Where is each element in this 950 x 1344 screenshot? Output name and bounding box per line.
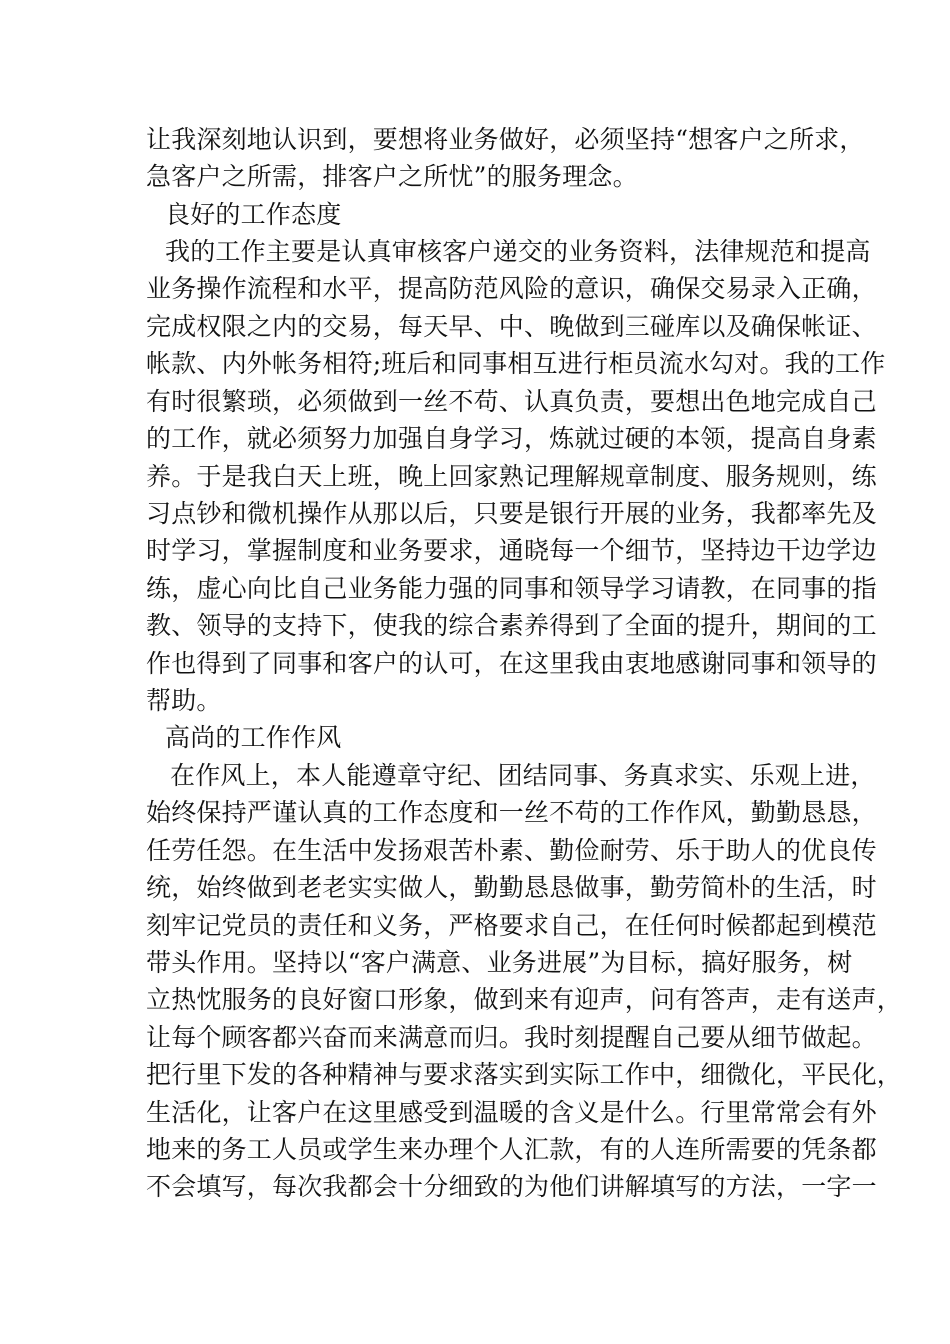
- paragraph-line: 帮助。: [146, 686, 222, 715]
- paragraph-line: 教、领导的支持下，使我的综合素养得到了全面的提升，期间的工: [146, 611, 877, 640]
- paragraph-line: 立热忱服务的良好窗口形象，做到来有迎声，问有答声，走有送声，: [146, 985, 903, 1014]
- paragraph-line: 完成权限之内的交易，每天早、中、晚做到三碰库以及确保帐证、: [146, 312, 877, 341]
- paragraph-line: 任劳任怨。在生活中发扬艰苦朴素、勤俭耐劳、乐于助人的优良传: [146, 836, 877, 865]
- paragraph-line: 作也得到了同事和客户的认可，在这里我由衷地感谢同事和领导的: [146, 649, 877, 678]
- paragraph-line: 把行里下发的各种精神与要求落实到实际工作中，细微化，平民化，: [146, 1060, 903, 1089]
- paragraph-line: 的工作，就必须努力加强自身学习，炼就过硬的本领，提高自身素: [146, 424, 877, 453]
- paragraph-line: 有时很繁琐，必须做到一丝不苟、认真负责，要想出色地完成自己: [146, 387, 877, 416]
- paragraph-line: 急客户之所需，排客户之所忧”的服务理念。: [146, 162, 638, 191]
- paragraph-line: 统，始终做到老老实实做人，勤勤恳恳做事，勤劳简朴的生活，时: [146, 873, 877, 902]
- paragraph-line: 业务操作流程和水平，提高防范风险的意识，确保交易录入正确，: [146, 274, 877, 303]
- paragraph-line: 时学习，掌握制度和业务要求，通晓每一个细节，坚持边干边学边: [146, 536, 877, 565]
- paragraph-line: 地来的务工人员或学生来办理个人汇款，有的人连所需要的凭条都: [146, 1135, 877, 1164]
- paragraph-line: 养。于是我白天上班，晚上回家熟记理解规章制度、服务规则，练: [146, 462, 877, 491]
- paragraph-line: 在作风上，本人能遵章守纪、团结同事、务真求实、乐观上进，: [170, 761, 876, 790]
- paragraph-line: 让每个顾客都兴奋而来满意而归。我时刻提醒自己要从细节做起。: [146, 1023, 877, 1052]
- paragraph-line: 刻牢记党员的责任和义务，严格要求自己，在任何时候都起到模范: [146, 911, 877, 940]
- paragraph-line: 我的工作主要是认真审核客户递交的业务资料，法律规范和提高: [165, 237, 871, 266]
- paragraph-line: 让我深刻地认识到，要想将业务做好，必须坚持“想客户之所求，: [146, 125, 865, 154]
- paragraph-line: 习点钞和微机操作从那以后，只要是银行开展的业务，我都率先及: [146, 499, 877, 528]
- paragraph-line: 帐款、内外帐务相符;班后和同事相互进行柜员流水勾对。我的工作: [146, 349, 886, 378]
- section-heading: 高尚的工作作风: [165, 723, 342, 752]
- paragraph-line: 生活化，让客户在这里感受到温暖的含义是什么。行里常常会有外: [146, 1098, 877, 1127]
- section-heading: 良好的工作态度: [165, 200, 342, 229]
- paragraph-line: 不会填写，每次我都会十分细致的为他们讲解填写的方法，一字一: [146, 1172, 877, 1201]
- paragraph-line: 始终保持严谨认真的工作态度和一丝不苟的工作作风，勤勤恳恳，: [146, 798, 877, 827]
- paragraph-line: 带头作用。坚持以“客户满意、业务进展”为目标，搞好服务，树: [146, 948, 853, 977]
- paragraph-line: 练，虚心向比自己业务能力强的同事和领导学习请教，在同事的指: [146, 574, 877, 603]
